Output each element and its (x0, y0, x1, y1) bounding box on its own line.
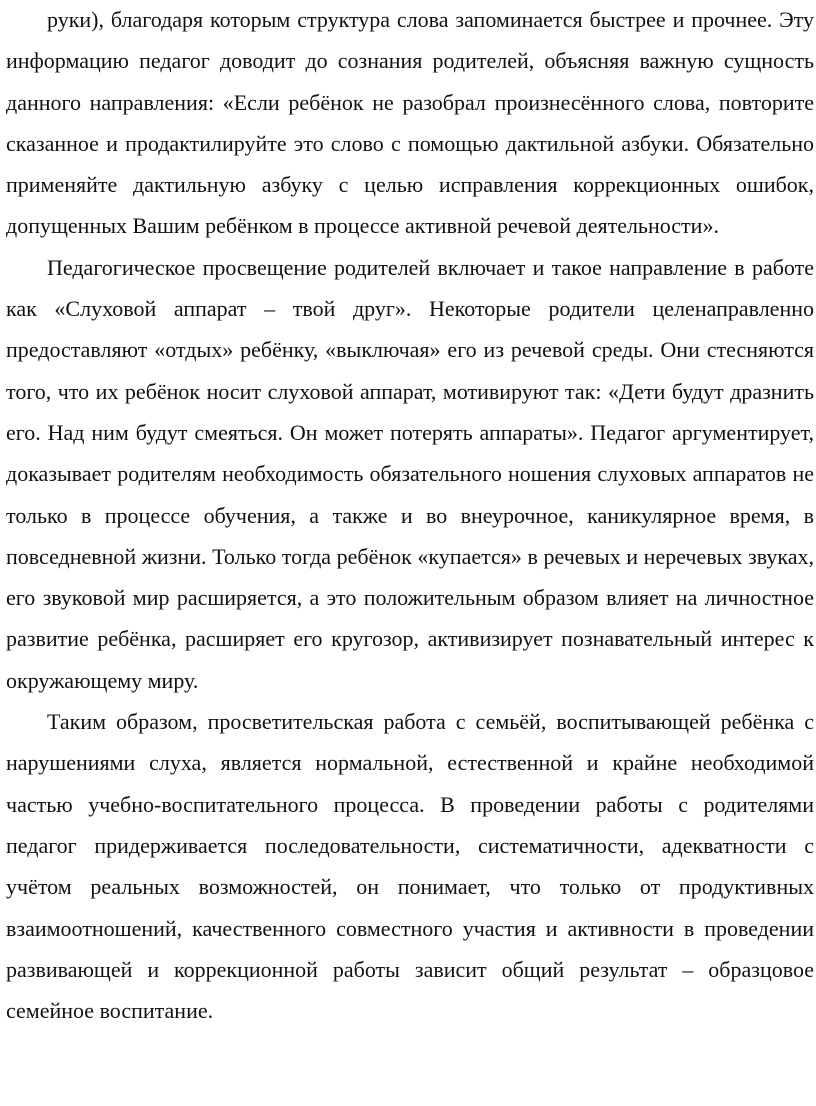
document-page (6, 0, 814, 1031)
paragraph-conclusion: Таким образом, просветительская работа с семьёй, воспитывающей ребёнка с нарушениями слуха, является нормальной, естественной и крайне необходимой частью учебно-воспитательного процесса. В проведении работы с родителями педагог придерживается последовательности, систематичности, адекватности с учётом реальных возможностей, он понимает, что только от продуктивных взаимоотношений, качественного совместного участия и активности в проведении развивающей и коррекционной работы зависит общий результат – образцовое семейное воспитание. (6, 709, 814, 1024)
paragraph-hearing-aid: Педагогическое просвещение родителей включает и такое направление в работе как «Слуховой аппарат – твой друг». Некоторые родители целенаправленно предоставляют «отдых» ребёнку, «выключая» его из речевой среды. Они стесняются того, что их ребёнок носит слуховой аппарат, мотивируют так: «Дети будут дразнить его. Над ним будут смеяться. Он может потерять аппараты». Педагог аргументирует, доказывает родителям необходимость обязательного ношения слуховых аппаратов не только в процессе обучения, а также и во внеурочное, каникулярное время, в повседневной жизни. Только тогда ребёнок «купается» в речевых и неречевых звуках, его звуковой мир расширяется, а это положительным образом влияет на личностное развитие ребёнка, расширяет его кругозор, активизирует познавательный интерес к окружающему миру. (6, 254, 814, 693)
paragraph-continuation: руки), благодаря которым структура слова запоминается быстрее и прочнее. Эту информацию педагог доводит до сознания родителей, объясняя важную сущность данного направления: «Если ребёнок не разобрал произнесённого слова, повторите сказанное и продактилируйте это слово с помощью дактильной азбуки. Обязательно применяйте дактильную азбуку с целью исправления коррекционных ошибок, допущенных Вашим ребёнком в процессе активной речевой деятельности». (6, 7, 814, 239)
